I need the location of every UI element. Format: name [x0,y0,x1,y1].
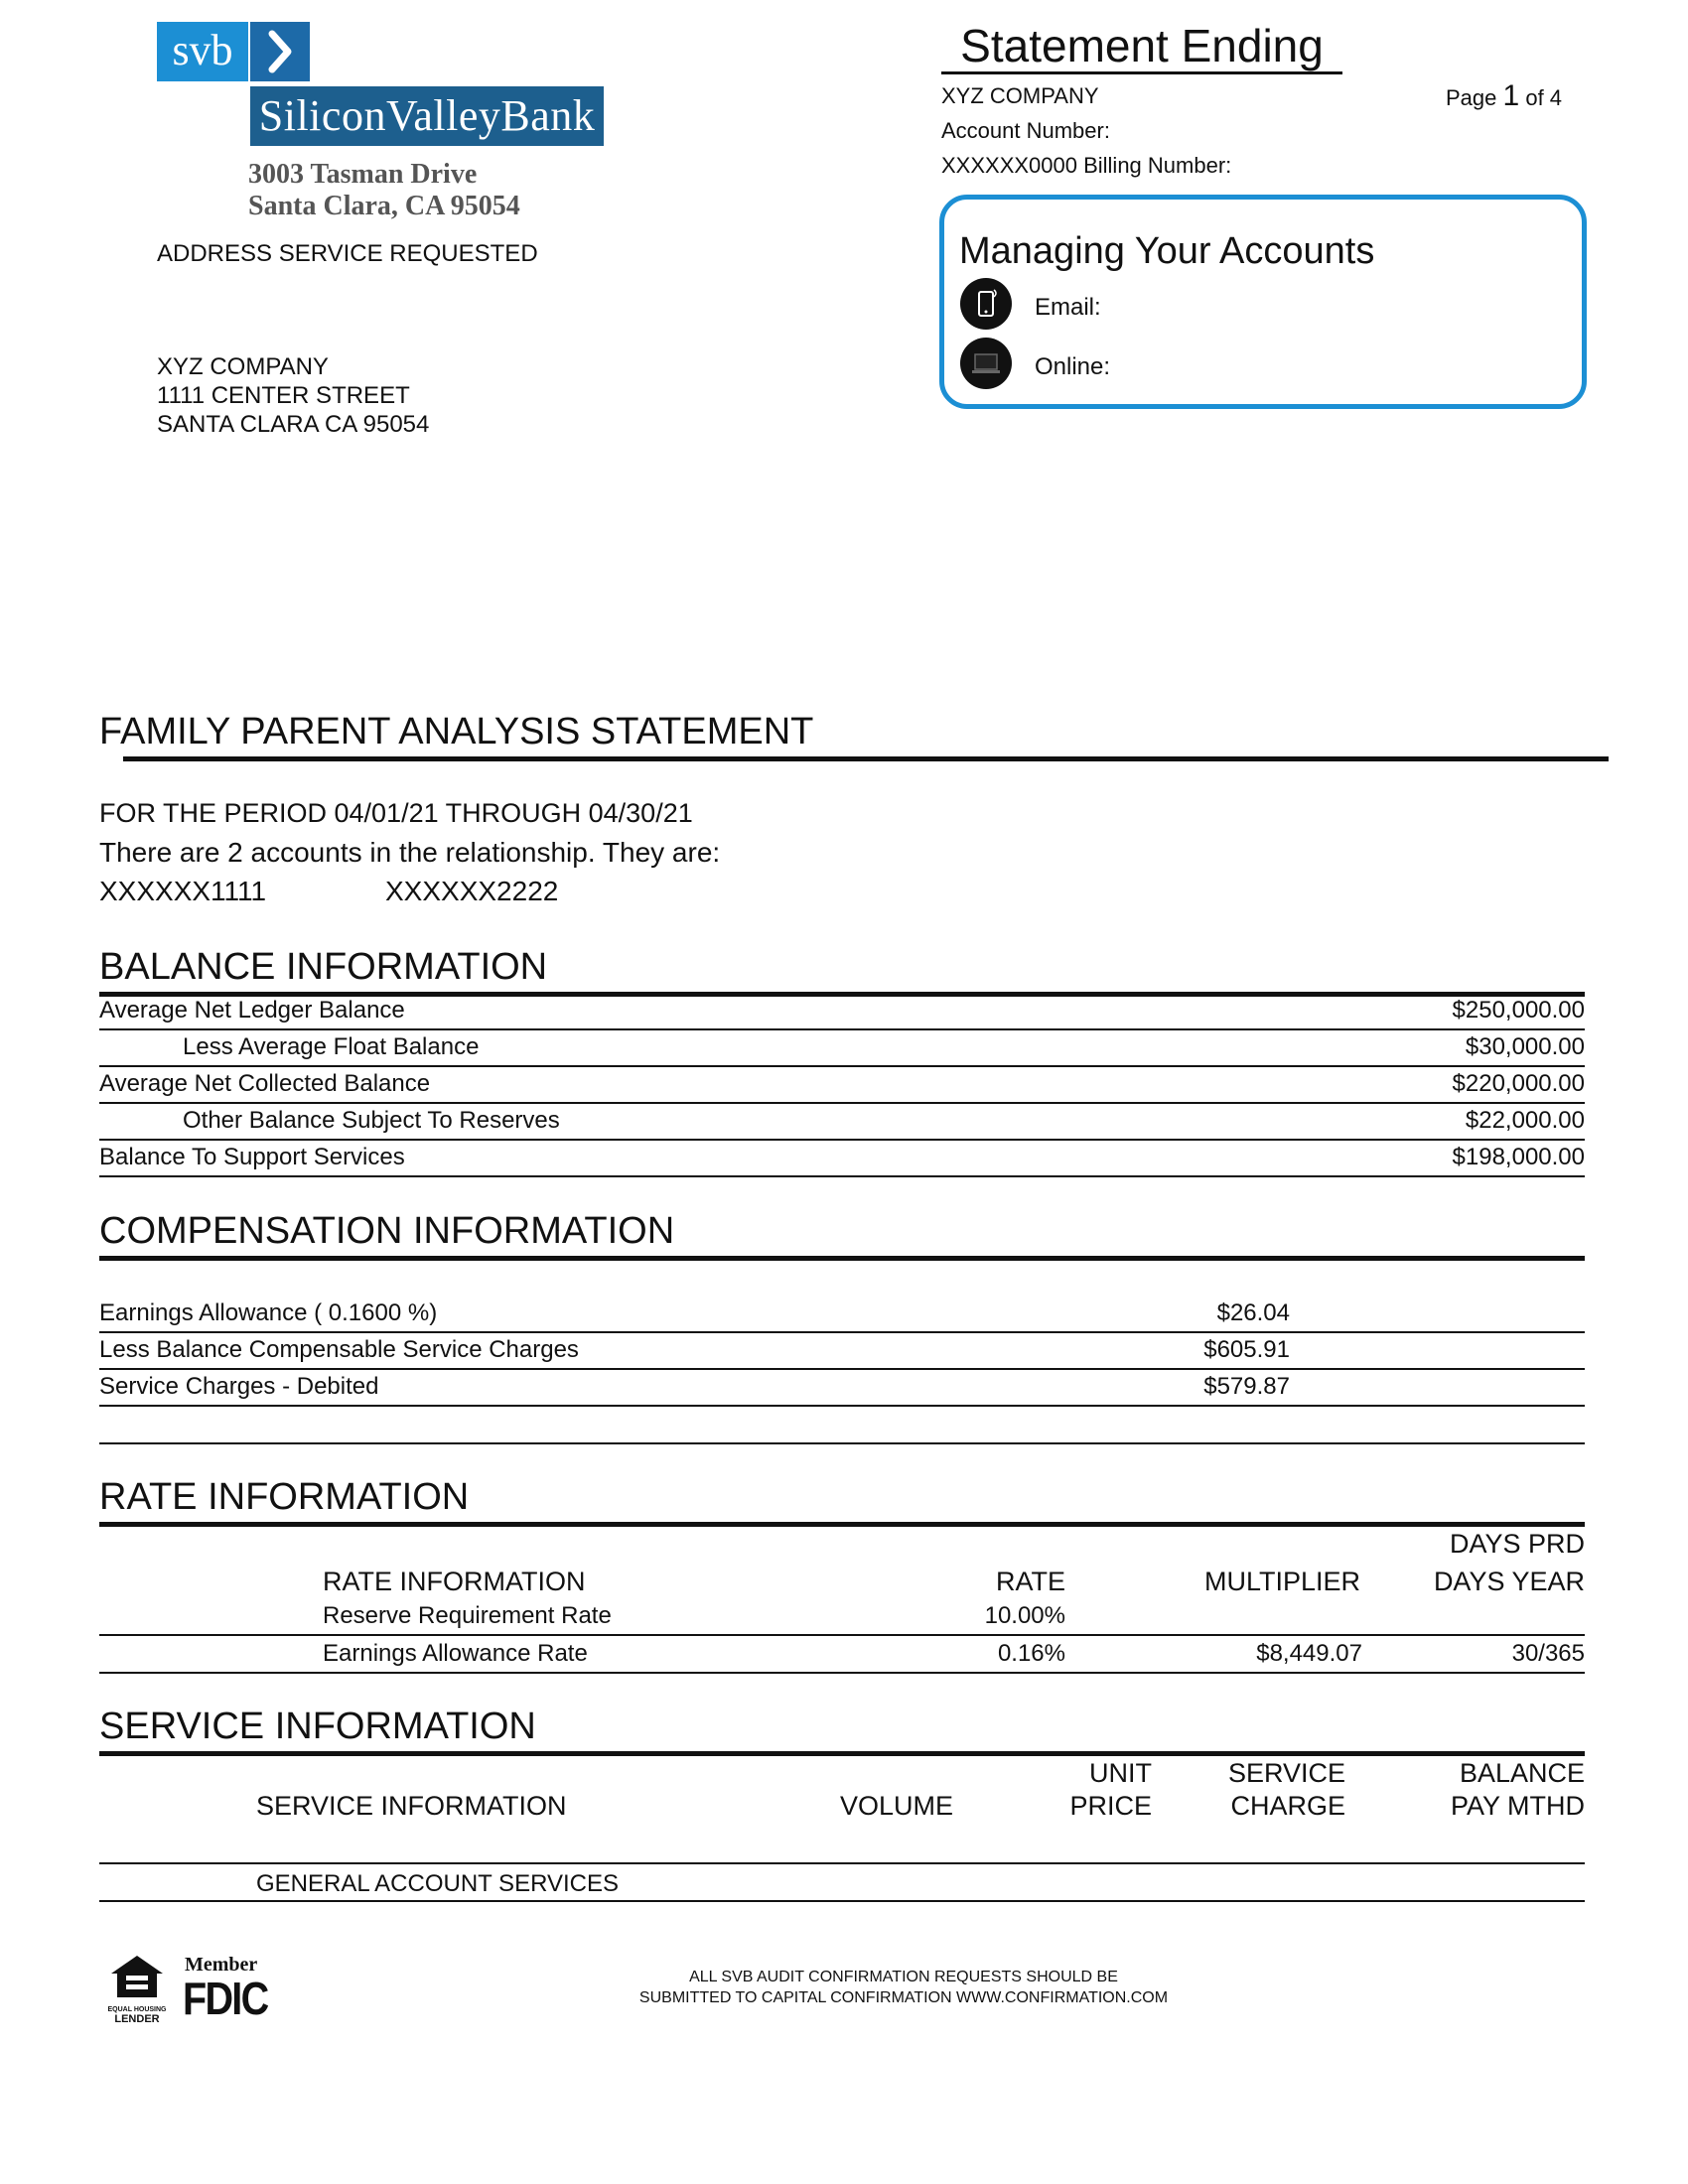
compensation-end-rule [99,1442,1585,1444]
recipient-street: 1111 CENTER STREET [157,382,410,409]
service-group-label: GENERAL ACCOUNT SERVICES [256,1870,619,1897]
compensation-row: Service Charges - Debited $579.87 [99,1370,1585,1407]
compensation-row: Less Balance Compensable Service Charges $605.91 [99,1333,1585,1370]
equal-housing-lender-logo [107,1954,167,2025]
service-group-divider [99,1900,1585,1902]
analysis-relationship: There are 2 accounts in the relationship. They are: [99,837,721,868]
member-label: Member [185,1954,258,1976]
compensation-title: COMPENSATION INFORMATION [99,1210,675,1252]
laptop-icon [960,338,1012,389]
house-icon [107,1954,167,2001]
bank-address-line1: 3003 Tasman Drive [248,159,478,190]
rate-row-divider [99,1634,1585,1636]
analysis-title: FAMILY PARENT ANALYSIS STATEMENT [99,711,814,752]
rate-header-rate: RATE [995,1567,1065,1596]
service-header-charge-top: SERVICE [1227,1758,1345,1788]
service-header-unit-bottom: PRICE [1069,1791,1152,1821]
compensation-rule [99,1256,1585,1261]
footer-line2: SUBMITTED TO CAPITAL CONFIRMATION WWW.CONFIRMATION.COM [638,1989,1169,2006]
service-header-info: SERVICE INFORMATION [256,1791,567,1821]
balance-row: Average Net Collected Balance $220,000.00 [99,1067,1585,1104]
equal-housing-label: EQUAL HOUSING [107,2006,167,2013]
service-header-unit-top: UNIT [1089,1758,1152,1788]
billing-number-line: XXXXXX0000 Billing Number: [941,153,1232,178]
svb-logo: svb [157,22,248,81]
service-title: SERVICE INFORMATION [99,1706,536,1747]
rate-rule [99,1522,1585,1527]
rate-header-info: RATE INFORMATION [323,1567,586,1596]
balance-row: Other Balance Subject To Reserves $22,000.00 [99,1104,1585,1141]
service-rule [99,1751,1585,1756]
recipient-name: XYZ COMPANY [157,353,329,380]
rate-row-days: 30/365 [1511,1640,1585,1667]
bank-address-line2: Santa Clara, CA 95054 [248,191,520,221]
analysis-rule [123,756,1609,761]
lender-label: LENDER [114,2013,160,2025]
rate-header-days-prd: DAYS PRD [1449,1529,1585,1559]
online-label: Online: [1035,353,1111,380]
address-service-notice: ADDRESS SERVICE REQUESTED [157,240,538,267]
service-header-charge-bottom: CHARGE [1230,1791,1345,1821]
rate-row-rate: 10.00% [984,1602,1065,1629]
rate-row-rate: 0.16% [997,1640,1065,1667]
balance-row: Average Net Ledger Balance $250,000.00 [99,994,1585,1030]
page-indicator: Page 1 of 4 [1446,79,1563,112]
account-number-label: Account Number: [941,118,1110,143]
balance-row: Balance To Support Services $198,000.00 [99,1141,1585,1177]
rate-end-rule [99,1672,1585,1674]
rate-row-multiplier: $8,449.07 [1256,1640,1362,1667]
service-header-balance-top: BALANCE [1459,1758,1585,1788]
bank-name-logo: SiliconValleyBank [250,86,604,146]
email-label: Email: [1035,294,1101,321]
service-header-balance-bottom: PAY MTHD [1450,1791,1585,1821]
compensation-row: Earnings Allowance ( 0.1600 %) $26.04 [99,1297,1585,1333]
service-header-volume: VOLUME [839,1791,953,1821]
account-number-2: XXXXXX2222 [385,876,559,906]
service-header-divider [99,1862,1585,1864]
recipient-city: SANTA CLARA CA 95054 [157,411,430,438]
balance-row: Less Average Float Balance $30,000.00 [99,1030,1585,1067]
rate-row-label: Reserve Requirement Rate [323,1602,612,1629]
managing-accounts-title: Managing Your Accounts [959,230,1375,272]
rate-title: RATE INFORMATION [99,1476,470,1518]
account-number-1: XXXXXX1111 [99,876,267,906]
statement-company: XYZ COMPANY [941,83,1099,108]
chevron-right-icon [250,22,310,81]
fdic-logo: FDIC [183,1973,268,2024]
balance-title: BALANCE INFORMATION [99,946,548,988]
rate-header-days-year: DAYS YEAR [1433,1567,1585,1596]
phone-icon [960,278,1012,330]
rate-header-multiplier: MULTIPLIER [1203,1567,1360,1596]
footer-line1: ALL SVB AUDIT CONFIRMATION REQUESTS SHOULD BE [689,1969,1118,1985]
statement-title: Statement Ending [941,20,1342,74]
analysis-period: FOR THE PERIOD 04/01/21 THROUGH 04/30/21 [99,798,693,828]
rate-row-label: Earnings Allowance Rate [323,1640,588,1667]
